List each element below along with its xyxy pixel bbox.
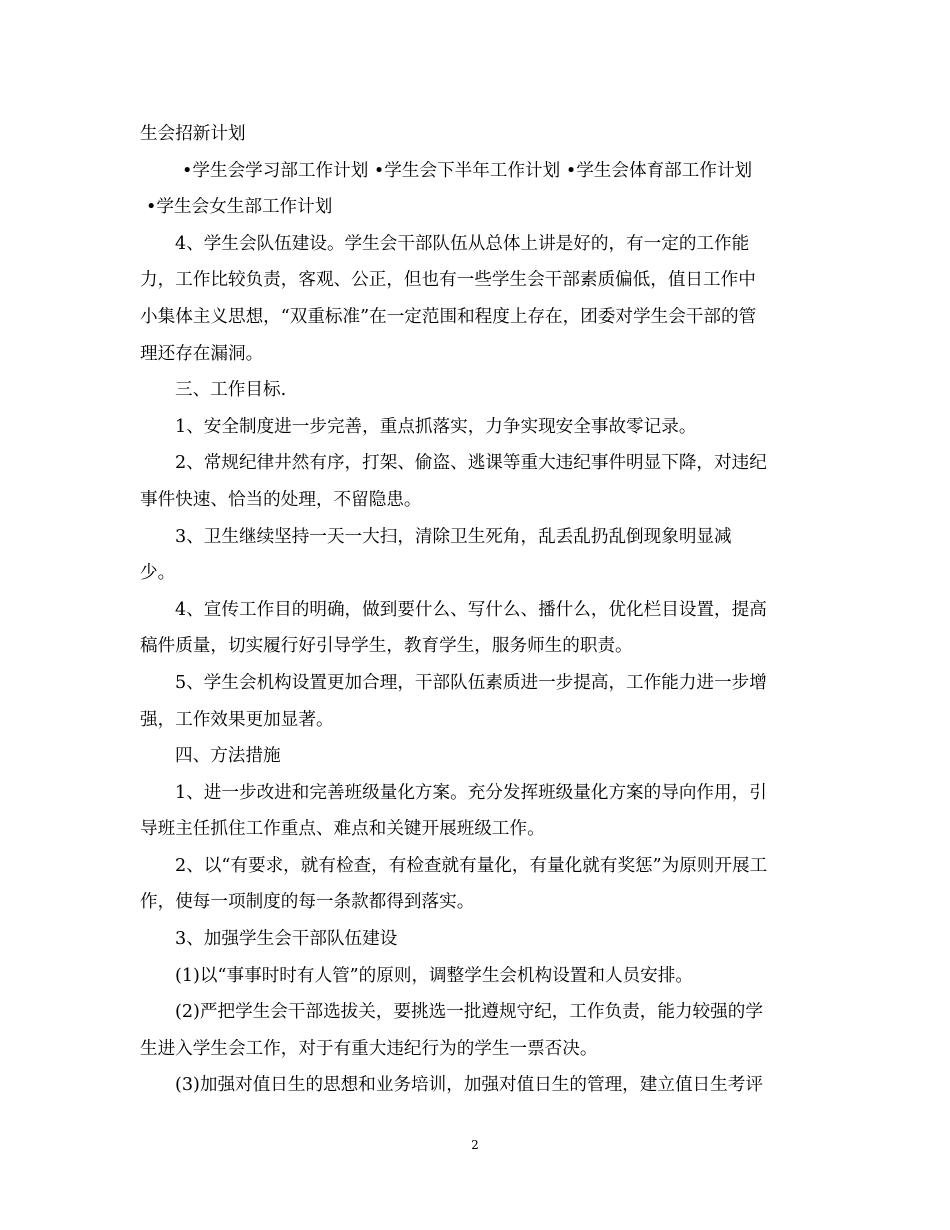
paragraph-line: 少。: [140, 563, 176, 584]
paragraph-line: 导班主任抓住工作重点、难点和关键开展班级工作。: [140, 819, 545, 840]
paragraph-line: 1、安全制度进一步完善，重点抓落实，力争实现安全事故零记录。: [175, 416, 697, 437]
paragraph-line: 1、进一步改进和完善班级量化方案。充分发挥班级量化方案的导向作用，引: [175, 782, 767, 803]
paragraph-line: (3)加强对值日生的思想和业务培训，加强对值日生的管理，建立值日生考评: [175, 1075, 763, 1096]
section-heading: 四、方法措施: [175, 746, 281, 767]
paragraph-line: 作，使每一项制度的每一条款都得到落实。: [140, 892, 475, 913]
paragraph-line: 4、学生会队伍建设。学生会干部队伍从总体上讲是好的，有一定的工作能: [175, 233, 750, 254]
paragraph-line: 5、学生会机构设置更加合理，干部队伍素质进一步提高，工作能力进一步增: [175, 672, 767, 693]
page-number: 2: [471, 1138, 479, 1152]
paragraph-line: (1)以“事事时时有人管”的原则，调整学生会机构设置和人员安排。: [175, 965, 693, 986]
related-links-line[interactable]: •学生会女生部工作计划: [146, 197, 333, 218]
paragraph-line: 事件快速、恰当的处理，不留隐患。: [140, 489, 422, 510]
paragraph-line: 生进入学生会工作，对于有重大违纪行为的学生一票否决。: [140, 1038, 598, 1059]
paragraph-line: 稿件质量，切实履行好引导学生，教育学生，服务师生的职责。: [140, 636, 633, 657]
document-body: [140, 116, 812, 1104]
related-links-line[interactable]: •学生会学习部工作计划 •学生会下半年工作计划 •学生会体育部工作计划: [182, 160, 753, 181]
section-heading: 三、工作目标.: [175, 380, 287, 401]
text-line: 生会招新计划: [140, 124, 246, 144]
paragraph-line: 小集体主义思想，“双重标准”在一定范围和程度上存在，团委对学生会干部的管: [140, 306, 757, 327]
paragraph-line: 4、宣传工作目的明确，做到要什么、写什么、播什么，优化栏目设置，提高: [175, 599, 767, 620]
paragraph-line: 力，工作比较负责，客观、公正，但也有一些学生会干部素质偏低，值日工作中: [140, 270, 756, 291]
paragraph-line: 强，工作效果更加显著。: [140, 709, 334, 730]
paragraph-line: (2)严把学生会干部选拔关，要挑选一批遵规守纪，工作负责，能力较强的学: [175, 1002, 763, 1023]
paragraph-line: 2、常规纪律井然有序，打架、偷盗、逃课等重大违纪事件明显下降，对违纪: [175, 453, 767, 474]
paragraph-line: 理还存在漏洞。: [140, 343, 264, 364]
paragraph-line: 3、加强学生会干部队伍建设: [175, 929, 398, 950]
paragraph-line: 3、卫生继续坚持一天一大扫，清除卫生死角，乱丢乱扔乱倒现象明显减: [175, 526, 732, 547]
paragraph-line: 2、以“有要求，就有检查，有检查就有量化，有量化就有奖惩”为原则开展工: [175, 855, 768, 876]
